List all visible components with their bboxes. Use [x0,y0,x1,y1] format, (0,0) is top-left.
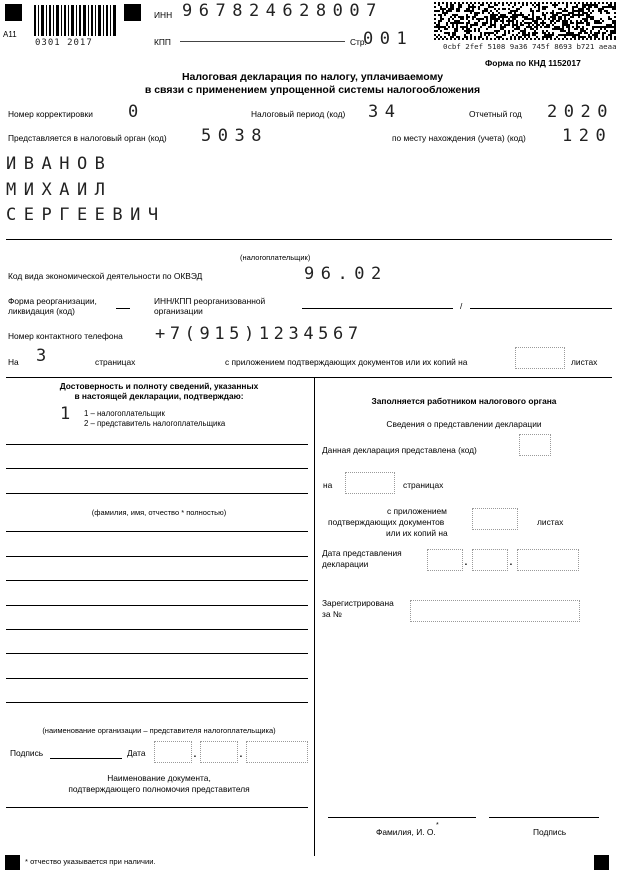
presented-label: Данная декларация представлена (код) [322,445,477,455]
date-month-cells-left [200,741,238,763]
date-year-cells-left [246,741,308,763]
org-line-5 [6,629,308,630]
document-title-line1: Налоговая декларация по налогу, уплачиваемому [181,71,444,83]
corner-marker-bottom-right [594,855,609,870]
year-value: 2020 [547,102,614,122]
period-label: Налоговый период (код) [251,109,346,119]
inspector-sign-label: Подпись [533,827,567,837]
column-divider [314,378,315,856]
taxpayer-surname: ИВАНОВ [6,154,113,174]
reorg-kpp-field [470,308,612,309]
barcode [34,5,116,36]
page-label: Стр. [350,37,367,47]
reorg-form-label-line1: Форма реорганизации, [8,296,97,306]
confirm-heading-line1: Достоверность и полноту сведений, указанных [59,381,259,391]
inspector-fio-star: * [436,822,439,829]
date-dot-1-left: . [193,744,197,760]
authority-label: Представляется в налоговый орган (код) [8,133,167,143]
inspector-on-label: на [323,480,333,490]
taxpayer-first-name: МИХАИЛ [6,180,113,200]
inspector-sheets-label: листах [537,517,564,527]
corner-marker-bottom-left [5,855,20,870]
taxpayer-underline [6,239,612,240]
confirm-option-1: 1 – налогоплательщик [84,409,165,418]
pages-prefix: На [8,357,19,367]
signature-label: Подпись [10,748,44,758]
confirm-heading-line2: в настоящей декларации, подтверждаю: [74,391,244,401]
submission-date-day-cells [427,549,463,571]
inn-label: ИНН [154,10,173,20]
org-line-6 [6,653,308,654]
submission-date-dot-1: . [464,552,468,568]
org-line-2 [6,556,308,557]
okved-value: 96.02 [304,264,388,284]
doc-line [6,807,308,808]
taxpayer-patronymic: СЕРГЕЕВИЧ [6,205,166,225]
reorg-inn-field [302,308,453,309]
reorg-form-field [116,308,130,309]
corner-marker-top-center [124,4,141,21]
page-value: 001 [363,29,414,49]
kpp-label: КПП [154,37,171,47]
date-day-cells-left [154,741,192,763]
okved-label: Код вида экономической деятельности по ОКВЭД [8,271,203,281]
year-label: Отчетный год [469,109,522,119]
fio-line-2 [6,468,308,469]
inspector-pages-label: страницах [403,480,444,490]
phone-label: Номер контактного телефона [8,331,123,341]
submission-date-year-cells [517,549,579,571]
inspector-pages-cells [345,472,395,494]
doc-label-line1: Наименование документа, [107,773,211,783]
inspector-attach-line2: подтверждающих документов [328,517,445,527]
inspector-sign-line [489,817,599,818]
inspector-fio-label: Фамилия, И. О. [376,827,436,837]
attachment-label: с приложением подтверждающих документов или их копий на [225,357,468,367]
presented-cells [519,434,551,456]
reorg-inn-label-line1: ИНН/КПП реорганизованной [154,296,266,306]
org-caption: (наименование организации – представителя налогоплательщика) [42,726,276,735]
location-label: по месту нахождения (учета) (код) [392,133,526,143]
fio-line-1 [6,444,308,445]
correction-value: 0 [128,102,145,122]
date-dot-2-left: . [239,744,243,760]
fio-line-3 [6,493,308,494]
reorg-form-label-line2: ликвидация (код) [8,306,75,316]
authority-value: 5038 [201,126,268,146]
corner-marker-top-left [5,4,22,21]
barcode-number: 0301 2017 [35,38,93,48]
submission-date-dot-2: . [509,552,513,568]
registered-label-line2: за № [322,609,342,619]
submission-date-month-cells [472,549,508,571]
phone-value: +7(915)1234567 [155,324,363,344]
form-code: Форма по КНД 1152017 [485,58,581,68]
inspector-fio-line [328,817,476,818]
date-label-left: Дата [127,748,146,758]
location-value: 120 [562,126,613,146]
registered-label-line1: Зарегистрирована [322,598,394,608]
correction-label: Номер корректировки [8,109,93,119]
period-value: 34 [368,102,402,122]
inspector-subheading: Сведения о представлении декларации [386,419,542,429]
section-divider [6,377,612,378]
org-line-3 [6,580,308,581]
org-line-4 [6,605,308,606]
org-line-1 [6,531,308,532]
inspector-attach-cells [472,508,518,530]
reorg-slash: / [460,301,463,311]
form-corner-code: A11 [3,30,17,39]
footnote: * отчество указывается при наличии. [25,857,156,866]
org-line-7 [6,678,308,679]
org-line-8 [6,702,308,703]
inspector-heading: Заполняется работником налогового органа [371,396,557,406]
signature-line [50,758,122,759]
kpp-line [180,41,345,42]
confirm-code-value: 1 [60,404,77,424]
registered-number-cells [410,600,580,622]
taxpayer-caption: (налогоплательщик) [240,253,311,262]
fio-caption: (фамилия, имя, отчество * полностью) [91,508,227,517]
reorg-inn-label-line2: организации [154,306,203,316]
qr-code-text: 0cbf 2fef 5108 9a36 745f 8693 b721 aeaa [443,42,617,51]
inspector-attach-line3: или их копий на [386,528,448,538]
pages-suffix: страницах [95,357,136,367]
document-title-line2: в связи с применением упрощенной системы налогообложения [144,84,481,96]
qr-code [434,2,616,40]
doc-label-line2: подтверждающего полномочия представителя [68,784,250,794]
inspector-attach-line1: с приложением [387,506,447,516]
inn-value: 967824628007 [182,1,383,21]
attachment-cells [515,347,565,369]
attachment-suffix: листах [571,357,598,367]
submission-date-label-line2: декларации [322,559,369,569]
submission-date-label-line1: Дата представления [322,548,402,558]
pages-value: 3 [36,346,53,366]
confirm-option-2: 2 – представитель налогоплательщика [84,419,226,428]
